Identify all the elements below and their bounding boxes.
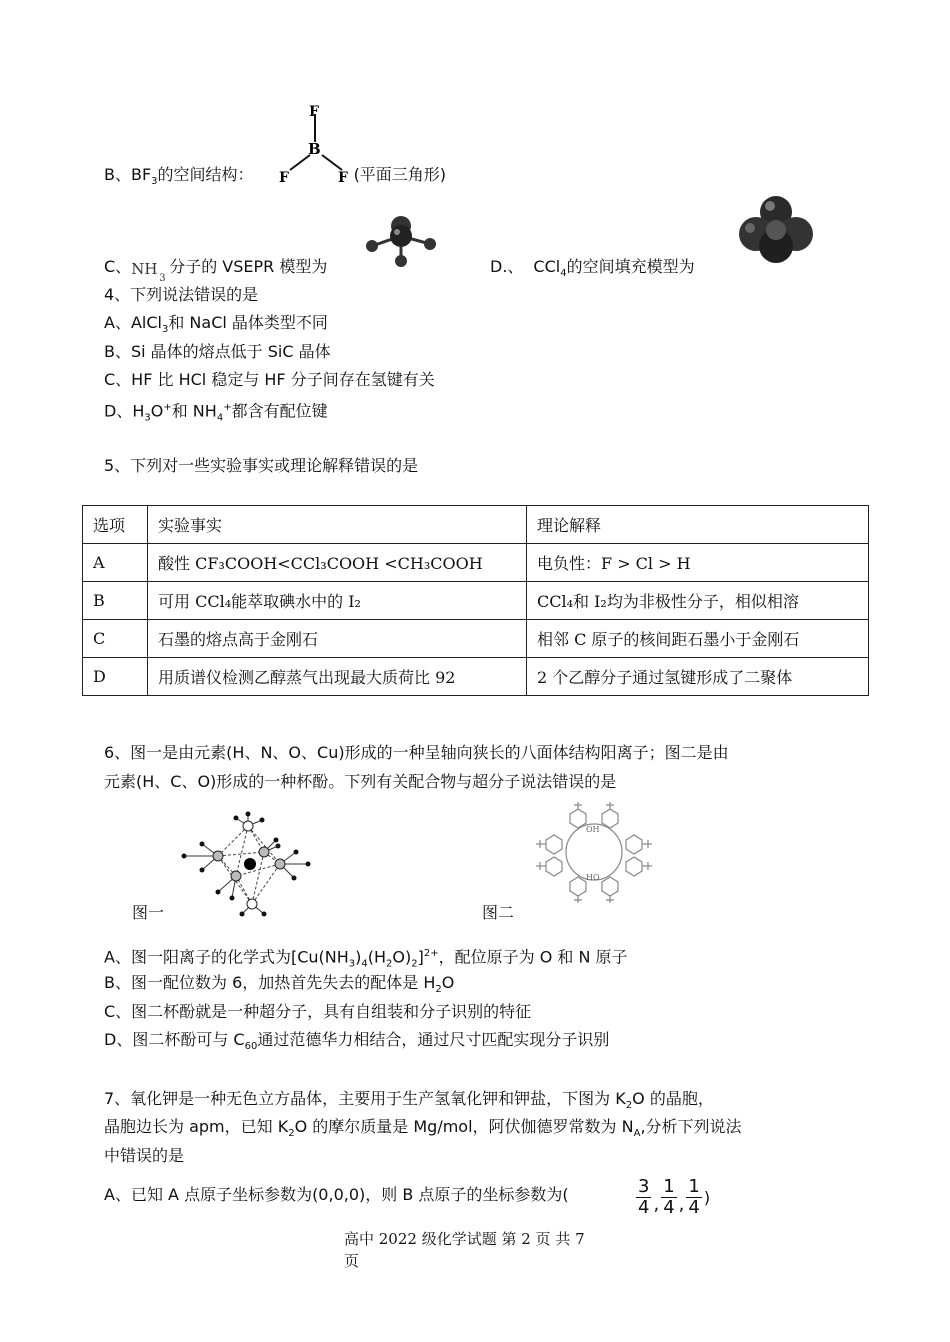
fig2-oh-label: OH: [586, 825, 600, 834]
bf3-atom-right: F: [338, 170, 348, 186]
q4-option-a: A、AlCl$_3$和 NaCl 晶体类型不同: [104, 313, 328, 336]
table-row: [83, 620, 869, 658]
q6-option-c: C、图二杯酚就是一种超分子，具有自组装和分子识别的特征: [104, 1002, 532, 1021]
q3-option-b: B、$BF_3$的空间结构： (平面三角形): [104, 165, 447, 188]
table-row: [83, 544, 869, 582]
fraction: 1 4: [663, 1175, 675, 1218]
table-cell: 相邻 C 原子的核间距石墨小于金刚石: [527, 620, 869, 658]
table-cell: C: [83, 620, 148, 658]
page-footer-line1: 高中 2022 级化学试题 第 2 页 共 7: [344, 1230, 585, 1248]
table-cell: CCl₄和 I₂均为非极性分子，相似相溶: [527, 582, 869, 620]
q4-option-d: D、$H_3O^+$和 $NH_4^+$都含有配位键: [104, 401, 328, 424]
table-header-row: [83, 506, 869, 544]
table-cell: 2 个乙醇分子通过氢键形成了二聚体: [527, 658, 869, 696]
q7-stem-line2: 晶胞边长为 apm，已知 $K_2O$ 的摩尔质量是 Mg/mol，阿伏伽德罗常数为 $N_A$,分析下列说法: [104, 1117, 742, 1140]
q4-option-b: B、Si 晶体的熔点低于 SiC 晶体: [104, 342, 331, 361]
ccl4-space-filling-model: [738, 192, 814, 266]
bf3-atom-top: F: [309, 104, 319, 120]
table-cell: 可用 CCl₄能萃取碘水中的 I₂: [148, 582, 527, 620]
page-footer-line2: 页: [344, 1252, 360, 1270]
q3-option-c: C、 NH 3 分子的 VSEPR 模型为: [104, 257, 328, 284]
table-cell: A: [83, 544, 148, 582]
bf3-atom-left: F: [279, 170, 289, 186]
q7-stem-line1: 7、氧化钾是一种无色立方晶体，主要用于生产氢氧化钾和钾盐，下图为 $K_2O$ 的晶胞，: [104, 1089, 714, 1112]
table-row: [83, 658, 869, 696]
table-row: [83, 582, 869, 620]
nh3-vsepr-model: [360, 210, 442, 272]
q6-stem-line1: 6、图一是由元素(H、N、O、Cu)形成的一种呈轴向狭长的八面体结构阳离子；图二是由: [104, 743, 729, 762]
q6-option-a: A、图一阳离子的化学式为$[Cu(NH_3)_4(H_2O)_2]^{2+}$，配位原子为 O 和 N 原子: [104, 947, 628, 970]
table-cell: D: [83, 658, 148, 696]
table-cell: B: [83, 582, 148, 620]
fig2-ho-label: HO: [586, 873, 600, 882]
header-cell: 理论解释: [527, 506, 869, 544]
fraction: 3 4: [638, 1175, 650, 1218]
bf3-atom-center: B: [308, 140, 321, 158]
q6-stem-line2: 元素(H、C、O)形成的一种杯酚。下列有关配合物与超分子说法错误的是: [104, 772, 617, 791]
q4-stem: 4、下列说法错误的是: [104, 285, 259, 304]
q7-coordinate-fractions: 3 4 , 1 4 , 1 4 ): [638, 1175, 711, 1218]
header-cell: 实验事实: [148, 506, 527, 544]
table-cell: 酸性 CF₃COOH<CCl₃COOH <CH₃COOH: [148, 544, 527, 582]
table-cell: 石墨的熔点高于金刚石: [148, 620, 527, 658]
q3-option-d: D.、 CCl$_4$的空间填充模型为: [490, 257, 695, 280]
fraction: 1 4: [688, 1175, 700, 1218]
q6-option-b: B、图一配位数为 6，加热首先失去的配体是 $H_2O$: [104, 973, 455, 996]
figure-one-octahedral-cation: [176, 808, 316, 918]
header-cell: 选项: [83, 506, 148, 544]
q7-stem-line3: 中错误的是: [104, 1146, 185, 1165]
figure-two-calixarene: [530, 800, 658, 904]
q5-table: [82, 505, 869, 696]
figure-one-label: 图一: [132, 903, 165, 922]
q4-option-c: C、HF 比 HCl 稳定与 HF 分子间存在氢键有关: [104, 370, 435, 389]
q7-option-a: A、已知 A 点原子坐标参数为(0,0,0)，则 B 点原子的坐标参数为(: [104, 1185, 569, 1204]
q5-stem: 5、下列对一些实验事实或理论解释错误的是: [104, 456, 419, 475]
table-cell: 电负性：F > Cl > H: [527, 544, 869, 582]
table-cell: 用质谱仪检测乙醇蒸气出现最大质荷比 92: [148, 658, 527, 696]
figure-two-label: 图二: [482, 903, 515, 922]
q6-option-d: D、图二杯酚可与 $C_{60}$通过范德华力相结合，通过尺寸匹配实现分子识别: [104, 1030, 610, 1053]
